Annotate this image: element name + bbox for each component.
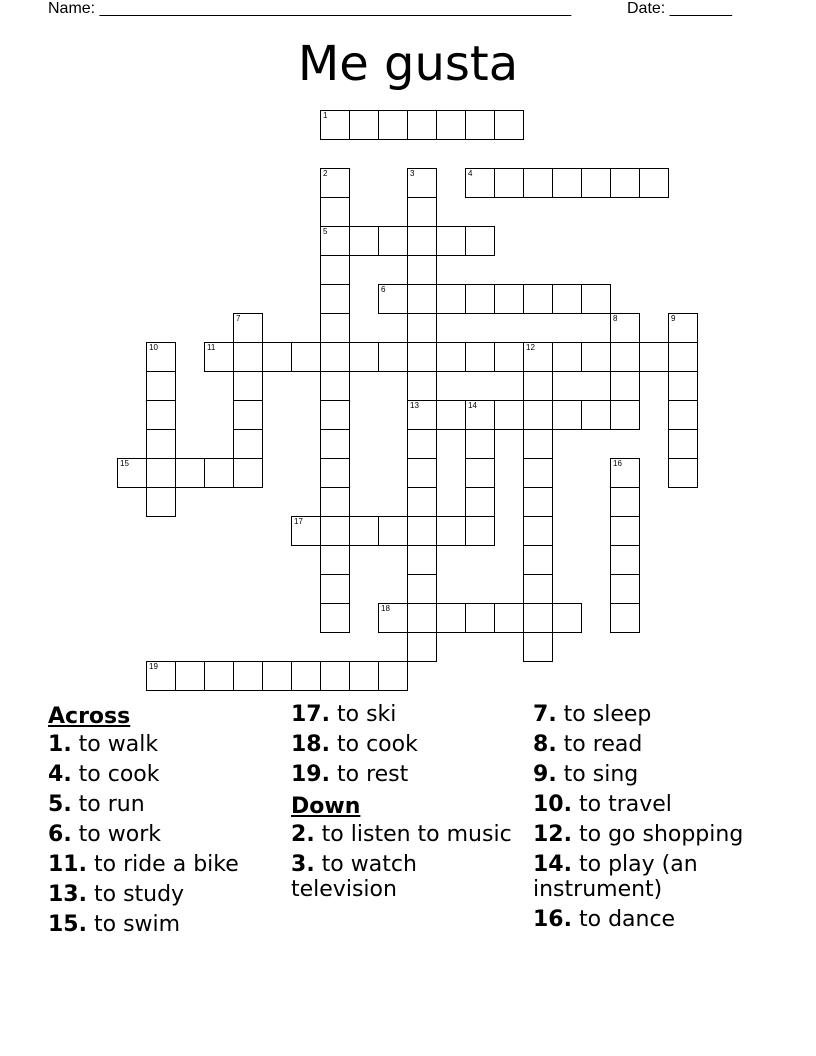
grid-cell[interactable] bbox=[378, 284, 408, 314]
grid-cell[interactable] bbox=[146, 400, 176, 430]
grid-cell[interactable] bbox=[552, 284, 582, 314]
clue-across-4: 4. to cook bbox=[48, 762, 160, 787]
clue-across-5: 5. to run bbox=[48, 792, 145, 817]
cell-number: 4 bbox=[468, 169, 473, 178]
clue-down-16: 16. to dance bbox=[533, 907, 676, 932]
grid-cell[interactable] bbox=[407, 168, 437, 198]
cell-number: 9 bbox=[671, 314, 676, 323]
grid-cell[interactable] bbox=[262, 661, 292, 691]
cell-number: 8 bbox=[613, 314, 618, 323]
clue-number: 4 bbox=[48, 762, 64, 787]
grid-cell[interactable] bbox=[465, 400, 495, 430]
grid-cell[interactable] bbox=[320, 110, 350, 140]
clue-number: 13 bbox=[48, 882, 79, 907]
grid-cell[interactable] bbox=[233, 342, 263, 372]
cell-number: 5 bbox=[323, 227, 328, 236]
clue-text: to read bbox=[563, 732, 643, 757]
grid-cell[interactable] bbox=[146, 487, 176, 517]
grid-cell[interactable] bbox=[320, 284, 350, 314]
grid-cell[interactable] bbox=[407, 545, 437, 575]
clue-text: to work bbox=[78, 822, 161, 847]
grid-cell[interactable] bbox=[552, 400, 582, 430]
date-blank[interactable]: _______ bbox=[669, 0, 732, 17]
grid-cell[interactable] bbox=[378, 516, 408, 546]
grid-cell[interactable] bbox=[407, 226, 437, 256]
grid-cell[interactable] bbox=[668, 342, 698, 372]
grid-cell[interactable] bbox=[349, 661, 379, 691]
grid-cell[interactable] bbox=[320, 545, 350, 575]
grid-cell[interactable] bbox=[610, 371, 640, 401]
clue-across-1: 1. to walk bbox=[48, 732, 159, 757]
clue-number: 10 bbox=[533, 792, 564, 817]
grid-cell[interactable] bbox=[523, 487, 553, 517]
grid-cell[interactable] bbox=[233, 458, 263, 488]
grid-cell[interactable] bbox=[233, 400, 263, 430]
grid-cell[interactable] bbox=[581, 284, 611, 314]
grid-cell[interactable] bbox=[523, 516, 553, 546]
grid-cell[interactable] bbox=[436, 400, 466, 430]
cell-number: 12 bbox=[526, 343, 535, 352]
grid-cell[interactable] bbox=[320, 574, 350, 604]
clue-number: 5 bbox=[48, 792, 64, 817]
grid-cell[interactable] bbox=[407, 458, 437, 488]
grid-cell[interactable] bbox=[233, 371, 263, 401]
grid-cell[interactable] bbox=[436, 284, 466, 314]
clue-text: to watch television bbox=[291, 852, 417, 902]
clue-number: 2 bbox=[291, 822, 307, 847]
grid-cell[interactable] bbox=[233, 313, 263, 343]
grid-cell[interactable] bbox=[407, 371, 437, 401]
clue-down-10: 10. to travel bbox=[533, 792, 672, 817]
date-label: Date: bbox=[627, 0, 666, 17]
grid-cell[interactable] bbox=[233, 429, 263, 459]
grid-cell[interactable] bbox=[349, 226, 379, 256]
clue-text: to dance bbox=[578, 907, 676, 932]
grid-cell[interactable] bbox=[378, 342, 408, 372]
grid-cell[interactable] bbox=[523, 342, 553, 372]
cell-number: 18 bbox=[381, 604, 390, 613]
grid-cell[interactable] bbox=[465, 487, 495, 517]
grid-cell[interactable] bbox=[320, 342, 350, 372]
grid-cell[interactable] bbox=[610, 458, 640, 488]
grid-cell[interactable] bbox=[465, 516, 495, 546]
grid-cell[interactable] bbox=[436, 226, 466, 256]
grid-cell[interactable] bbox=[320, 168, 350, 198]
grid-cell[interactable] bbox=[378, 603, 408, 633]
cell-number: 6 bbox=[381, 285, 386, 294]
clue-number: 11 bbox=[48, 852, 79, 877]
clue-text: to cook bbox=[78, 762, 160, 787]
clue-number: 19 bbox=[291, 762, 322, 787]
grid-cell[interactable] bbox=[436, 110, 466, 140]
grid-cell[interactable] bbox=[320, 197, 350, 227]
grid-cell[interactable] bbox=[204, 458, 234, 488]
grid-cell[interactable] bbox=[552, 342, 582, 372]
clue-number: 16 bbox=[533, 907, 564, 932]
grid-cell[interactable] bbox=[407, 603, 437, 633]
clue-across-17: 17. to ski bbox=[291, 702, 397, 727]
grid-cell[interactable] bbox=[523, 458, 553, 488]
grid-cell[interactable] bbox=[407, 400, 437, 430]
cell-number: 15 bbox=[120, 459, 129, 468]
grid-cell[interactable] bbox=[233, 661, 263, 691]
page-title: Me gusta bbox=[297, 36, 519, 92]
clue-down-2: 2. to listen to music bbox=[291, 822, 512, 847]
grid-cell[interactable] bbox=[407, 487, 437, 517]
grid-cell[interactable] bbox=[320, 400, 350, 430]
grid-cell[interactable] bbox=[668, 429, 698, 459]
clue-text: to walk bbox=[78, 732, 159, 757]
clue-number: 8 bbox=[533, 732, 549, 757]
cell-number: 3 bbox=[410, 169, 415, 178]
grid-cell[interactable] bbox=[668, 313, 698, 343]
grid-cell[interactable] bbox=[523, 284, 553, 314]
clue-text: to ride a bike bbox=[93, 852, 239, 877]
grid-cell[interactable] bbox=[407, 110, 437, 140]
grid-cell[interactable] bbox=[523, 632, 553, 662]
clue-across-6: 6. to work bbox=[48, 822, 161, 847]
grid-cell[interactable] bbox=[465, 226, 495, 256]
clue-column-1 bbox=[48, 702, 278, 942]
clue-number: 17 bbox=[291, 702, 322, 727]
grid-cell[interactable] bbox=[436, 603, 466, 633]
grid-cell[interactable] bbox=[349, 342, 379, 372]
grid-cell[interactable] bbox=[146, 371, 176, 401]
grid-cell[interactable] bbox=[465, 603, 495, 633]
grid-cell[interactable] bbox=[668, 400, 698, 430]
clue-down-7: 7. to sleep bbox=[533, 702, 652, 727]
clue-across-19: 19. to rest bbox=[291, 762, 409, 787]
grid-cell[interactable] bbox=[494, 400, 524, 430]
grid-cell[interactable] bbox=[407, 255, 437, 285]
grid-cell[interactable] bbox=[349, 516, 379, 546]
clue-text: to listen to music bbox=[321, 822, 512, 847]
clue-text: to sleep bbox=[563, 702, 652, 727]
grid-cell[interactable] bbox=[291, 516, 321, 546]
grid-cell[interactable] bbox=[494, 603, 524, 633]
clue-down-14: 14. to play (an instrument) bbox=[533, 852, 698, 902]
grid-cell[interactable] bbox=[378, 226, 408, 256]
clue-across-11: 11. to ride a bike bbox=[48, 852, 239, 877]
clue-across-15: 15. to swim bbox=[48, 912, 181, 937]
clue-text: to run bbox=[78, 792, 145, 817]
grid-cell[interactable] bbox=[407, 197, 437, 227]
cell-number: 16 bbox=[613, 459, 622, 468]
clue-down-8: 8. to read bbox=[533, 732, 643, 757]
grid-cell[interactable] bbox=[610, 545, 640, 575]
grid-cell[interactable] bbox=[349, 110, 379, 140]
grid-cell[interactable] bbox=[581, 342, 611, 372]
grid-cell[interactable] bbox=[407, 516, 437, 546]
grid-cell[interactable] bbox=[581, 168, 611, 198]
grid-cell[interactable] bbox=[494, 168, 524, 198]
grid-cell[interactable] bbox=[465, 429, 495, 459]
grid-cell[interactable] bbox=[523, 429, 553, 459]
clue-across-13: 13. to study bbox=[48, 882, 185, 907]
grid-cell[interactable] bbox=[436, 342, 466, 372]
clue-down-9: 9. to sing bbox=[533, 762, 639, 787]
grid-cell[interactable] bbox=[407, 284, 437, 314]
grid-cell[interactable] bbox=[291, 342, 321, 372]
grid-cell[interactable] bbox=[523, 400, 553, 430]
cell-number: 1 bbox=[323, 111, 328, 120]
grid-cell[interactable] bbox=[523, 603, 553, 633]
clue-text: to travel bbox=[578, 792, 672, 817]
cell-number: 11 bbox=[207, 343, 216, 352]
cell-number: 13 bbox=[410, 401, 419, 410]
cell-number: 17 bbox=[294, 517, 303, 526]
grid-cell[interactable] bbox=[407, 313, 437, 343]
grid-cell[interactable] bbox=[610, 603, 640, 633]
clue-number: 3 bbox=[291, 852, 307, 877]
grid-cell[interactable] bbox=[610, 574, 640, 604]
clue-column-2 bbox=[291, 702, 521, 907]
grid-cell[interactable] bbox=[668, 371, 698, 401]
grid-cell[interactable] bbox=[320, 255, 350, 285]
grid-cell[interactable] bbox=[175, 661, 205, 691]
grid-cell[interactable] bbox=[204, 342, 234, 372]
cell-number: 14 bbox=[468, 401, 477, 410]
clue-number: 9 bbox=[533, 762, 549, 787]
clue-number: 14 bbox=[533, 852, 564, 877]
clue-number: 12 bbox=[533, 822, 564, 847]
name-blank[interactable]: _____________________________________________________ bbox=[99, 0, 572, 17]
grid-cell[interactable] bbox=[407, 342, 437, 372]
clue-number: 15 bbox=[48, 912, 79, 937]
clue-text: to swim bbox=[93, 912, 181, 937]
grid-cell[interactable] bbox=[610, 313, 640, 343]
grid-cell[interactable] bbox=[378, 661, 408, 691]
clue-text: to play (an instrument) bbox=[533, 852, 698, 902]
cell-number: 2 bbox=[323, 169, 328, 178]
grid-cell[interactable] bbox=[204, 661, 234, 691]
grid-cell[interactable] bbox=[436, 516, 466, 546]
grid-cell[interactable] bbox=[465, 458, 495, 488]
clue-down-12: 12. to go shopping bbox=[533, 822, 744, 847]
grid-cell[interactable] bbox=[494, 342, 524, 372]
grid-cell[interactable] bbox=[523, 545, 553, 575]
grid-cell[interactable] bbox=[407, 429, 437, 459]
grid-cell[interactable] bbox=[320, 516, 350, 546]
grid-cell[interactable] bbox=[320, 487, 350, 517]
grid-cell[interactable] bbox=[465, 168, 495, 198]
clue-text: to study bbox=[93, 882, 185, 907]
grid-cell[interactable] bbox=[552, 603, 582, 633]
grid-cell[interactable] bbox=[407, 574, 437, 604]
grid-cell[interactable] bbox=[581, 400, 611, 430]
grid-cell[interactable] bbox=[146, 342, 176, 372]
clue-number: 18 bbox=[291, 732, 322, 757]
grid-cell[interactable] bbox=[146, 661, 176, 691]
clue-text: to cook bbox=[336, 732, 418, 757]
grid-cell[interactable] bbox=[494, 110, 524, 140]
grid-cell[interactable] bbox=[407, 632, 437, 662]
grid-cell[interactable] bbox=[494, 284, 524, 314]
grid-cell[interactable] bbox=[610, 516, 640, 546]
grid-cell[interactable] bbox=[117, 458, 147, 488]
grid-cell[interactable] bbox=[610, 342, 640, 372]
grid-cell[interactable] bbox=[378, 110, 408, 140]
clue-number: 6 bbox=[48, 822, 64, 847]
grid-cell[interactable] bbox=[610, 487, 640, 517]
clue-down-3: 3. to watch television bbox=[291, 852, 417, 902]
grid-cell[interactable] bbox=[320, 371, 350, 401]
across-heading: Across bbox=[48, 704, 131, 729]
grid-cell[interactable] bbox=[523, 168, 553, 198]
grid-cell[interactable] bbox=[465, 284, 495, 314]
clue-column-3 bbox=[533, 702, 783, 937]
grid-cell[interactable] bbox=[320, 226, 350, 256]
grid-cell[interactable] bbox=[465, 110, 495, 140]
clue-number: 7 bbox=[533, 702, 549, 727]
grid-cell[interactable] bbox=[320, 603, 350, 633]
clue-text: to sing bbox=[563, 762, 639, 787]
grid-cell[interactable] bbox=[639, 168, 669, 198]
clue-across-18: 18. to cook bbox=[291, 732, 418, 757]
grid-cell[interactable] bbox=[610, 168, 640, 198]
clue-text: to ski bbox=[336, 702, 397, 727]
grid-cell[interactable] bbox=[523, 371, 553, 401]
cell-number: 7 bbox=[236, 314, 241, 323]
grid-cell[interactable] bbox=[320, 661, 350, 691]
grid-cell[interactable] bbox=[610, 400, 640, 430]
grid-cell[interactable] bbox=[523, 574, 553, 604]
name-label: Name: bbox=[48, 0, 96, 17]
grid-cell[interactable] bbox=[320, 313, 350, 343]
clue-text: to rest bbox=[336, 762, 409, 787]
grid-cell[interactable] bbox=[320, 429, 350, 459]
clue-number: 1 bbox=[48, 732, 64, 757]
clue-text: to go shopping bbox=[578, 822, 744, 847]
grid-cell[interactable] bbox=[320, 458, 350, 488]
grid-cell[interactable] bbox=[146, 458, 176, 488]
cell-number: 10 bbox=[149, 343, 158, 352]
down-heading: Down bbox=[291, 794, 361, 819]
grid-cell[interactable] bbox=[552, 168, 582, 198]
grid-cell[interactable] bbox=[175, 458, 205, 488]
grid-cell[interactable] bbox=[262, 342, 292, 372]
grid-cell[interactable] bbox=[291, 661, 321, 691]
cell-number: 19 bbox=[149, 662, 158, 671]
grid-cell[interactable] bbox=[465, 342, 495, 372]
grid-cell[interactable] bbox=[146, 429, 176, 459]
grid-cell[interactable] bbox=[639, 342, 669, 372]
grid-cell[interactable] bbox=[668, 458, 698, 488]
